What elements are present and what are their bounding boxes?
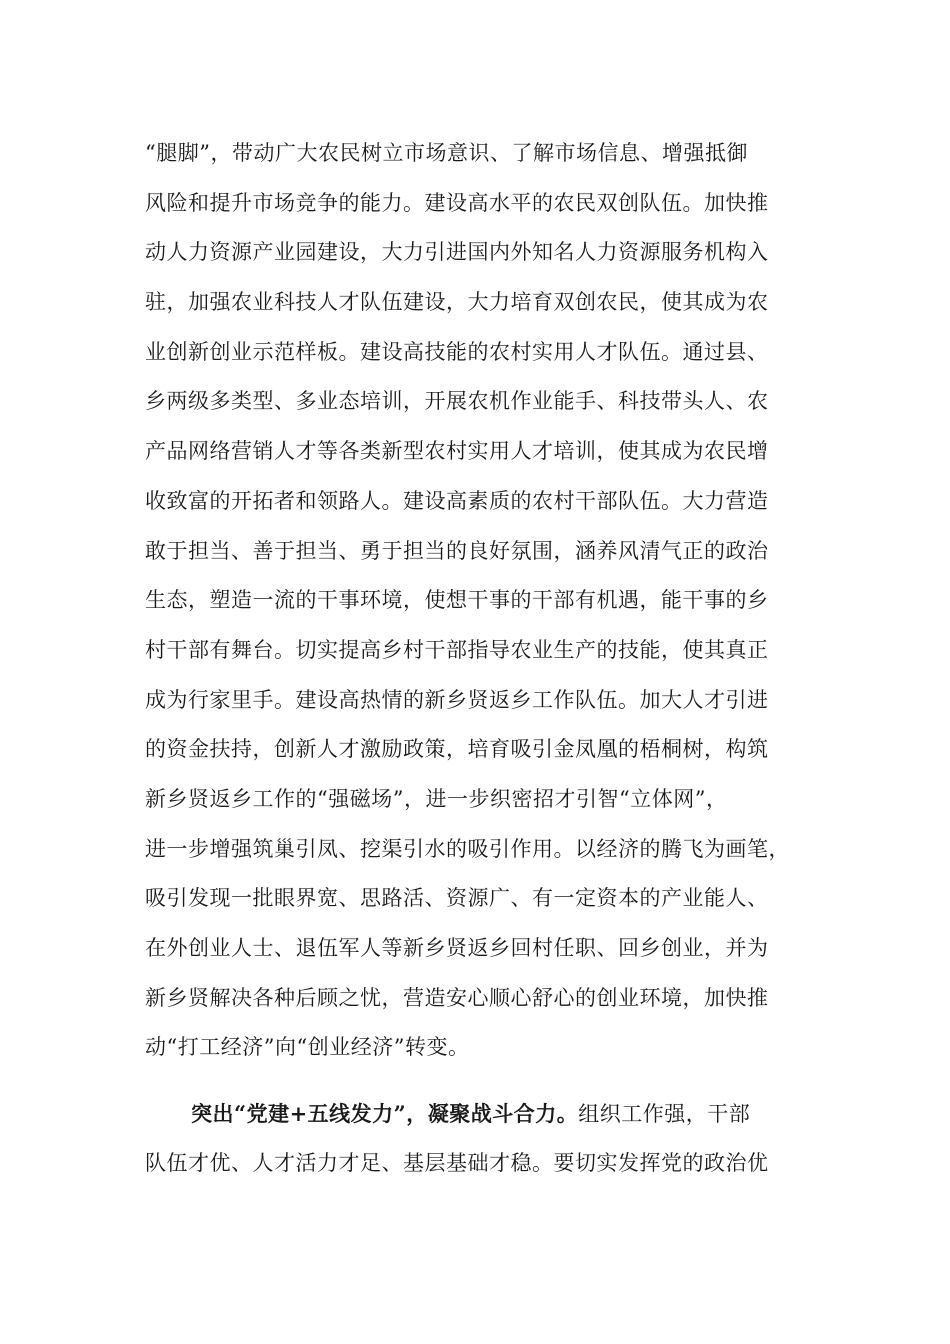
- paragraph-1: [145, 129, 805, 1073]
- paragraph-spacer: [145, 1073, 805, 1089]
- text-line: 驻，加强农业科技人才队伍建设，大力培育双创农民，使其成为农: [145, 290, 769, 315]
- text-line: 风险和提升市场竞争的能力。建设高水平的农民双创队伍。加快推: [145, 190, 769, 215]
- text-line: 成为行家里手。建设高热情的新乡贤返乡工作队伍。加大人才引进: [145, 687, 769, 712]
- paragraph-text: 组织工作强，干部: [578, 1102, 751, 1127]
- text-line: 进一步增强筑巢引凤、挖渠引水的吸引作用。以经济的腾飞为画笔，: [145, 836, 790, 861]
- text-line: [145, 1089, 805, 1139]
- text-line: 产品网络营销人才等各类新型农村实用人才培训，使其成为农民增: [145, 439, 769, 464]
- text-line: 收致富的开拓者和领路人。建设高素质的农村干部队伍。大力营造: [145, 488, 769, 513]
- paragraph-heading: 突出“党建+五线发力”，凝聚战斗合力。: [191, 1101, 579, 1127]
- text-line: 新乡贤返乡工作的“强磁场”，进一步织密招才引智“立体网”，: [145, 786, 728, 811]
- text-line: 敢于担当、善于担当、勇于担当的良好氛围，涵养风清气正的政治: [145, 538, 769, 563]
- text-line: 动人力资源产业园建设，大力引进国内外知名人力资源服务机构入: [145, 240, 769, 265]
- text-line: 乡两级多类型、多业态培训，开展农机作业能手、科技带头人、农: [145, 389, 769, 414]
- text-line: 队伍才优、人才活力才足、基层基础才稳。要切实发挥党的政治优: [145, 1150, 769, 1175]
- text-line: 动“打工经济”向“创业经济”转变。: [145, 1035, 470, 1060]
- text-line: 新乡贤解决各种后顾之忧，营造安心顺心舒心的创业环境，加快推: [145, 985, 769, 1010]
- text-line: 吸引发现一批眼界宽、思路活、资源广、有一定资本的产业能人、: [145, 886, 769, 911]
- text-line: 业创新创业示范样板。建设高技能的农村实用人才队伍。通过县、: [145, 339, 769, 364]
- text-line: “腿脚”，带动广大农民树立市场意识、了解市场信息、增强抵御: [145, 141, 748, 165]
- document-body: [145, 129, 805, 1188]
- text-line: 生态，塑造一流的干事环境，使想干事的干部有机遇，能干事的乡: [145, 588, 769, 613]
- text-line: 村干部有舞台。切实提高乡村干部指导农业生产的技能，使其真正: [145, 637, 769, 662]
- text-line: 在外创业人士、退伍军人等新乡贤返乡回村任职、回乡创业，并为: [145, 936, 769, 960]
- paragraph-2: [145, 1089, 805, 1188]
- text-line: 的资金扶持，创新人才激励政策，培育吸引金凤凰的梧桐树，构筑: [145, 737, 769, 762]
